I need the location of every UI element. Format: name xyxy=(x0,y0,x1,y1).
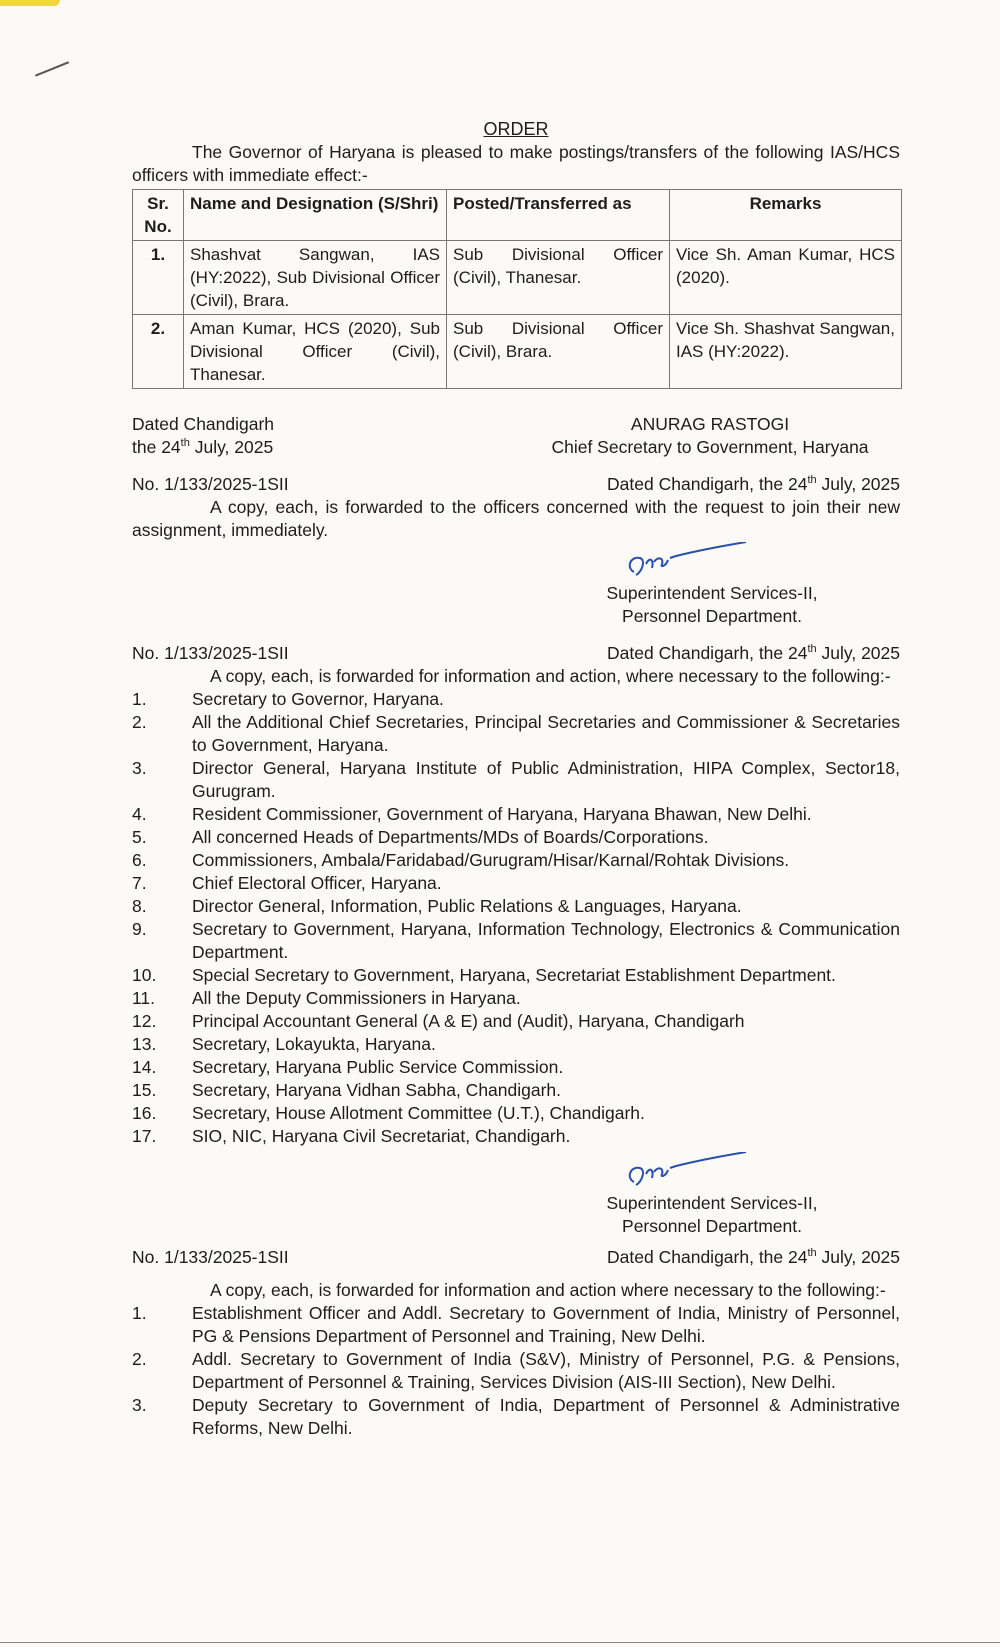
list-item-number: 6. xyxy=(132,850,147,870)
list-item-number: 1. xyxy=(132,1303,147,1323)
list-item xyxy=(132,1079,900,1102)
date-ordinal: th xyxy=(807,1247,817,1260)
signature-line-2: Personnel Department. xyxy=(622,606,802,626)
list-item-number: 17. xyxy=(132,1126,157,1146)
highlight-mark xyxy=(0,0,60,6)
row-remarks: Vice Sh. Shashvat Sangwan, IAS (HY:2022). xyxy=(670,315,902,389)
header-posted: Posted/Transferred as xyxy=(447,190,670,241)
list-item xyxy=(132,1033,900,1056)
endorsement-3-header xyxy=(132,1246,900,1269)
header-sr: Sr. No. xyxy=(133,190,184,241)
endorsement-date xyxy=(607,1246,900,1269)
order-dated xyxy=(132,413,332,459)
list-item-number: 15. xyxy=(132,1080,157,1100)
page-bottom-edge xyxy=(0,1642,1000,1643)
list-item xyxy=(132,1125,900,1148)
list-item xyxy=(132,987,900,1010)
order-dated-block xyxy=(132,413,900,459)
row-sr: 1. xyxy=(133,241,184,315)
list-item-text: Director General, Information, Public Relations & Languages, Haryana. xyxy=(192,896,742,916)
date-month-year: July, 2025 xyxy=(189,437,274,457)
date-month-year: July, 2025 xyxy=(816,1247,900,1267)
order-intro: The Governor of Haryana is pleased to make postings/transfers of the following IAS/HCS officers with immediate effect:- xyxy=(132,142,900,185)
list-item-text: All the Additional Chief Secretaries, Principal Secretaries and Commissioner & Secretaries to Government, Haryana. xyxy=(192,712,900,755)
table-header-row xyxy=(133,190,902,241)
date-month-year: July, 2025 xyxy=(816,643,900,663)
list-item xyxy=(132,826,900,849)
date-ordinal: th xyxy=(807,474,817,487)
list-item-text: All the Deputy Commissioners in Haryana. xyxy=(192,988,521,1008)
row-sr: 2. xyxy=(133,315,184,389)
endorsement-2-recipients xyxy=(132,688,900,1148)
list-item xyxy=(132,918,900,964)
postings-table xyxy=(132,189,902,389)
signatory-name: ANURAG RASTOGI xyxy=(630,414,790,434)
order-signatory xyxy=(520,413,900,459)
endorsement-number: No. 1/133/2025-1SII xyxy=(132,1247,289,1267)
list-item-number: 11. xyxy=(132,988,156,1008)
date-ordinal: th xyxy=(180,437,190,450)
list-item xyxy=(132,1010,900,1033)
list-item-text: Secretary, House Allotment Committee (U.T.), Chandigarh. xyxy=(192,1103,645,1123)
endorsement-1-text: A copy, each, is forwarded to the officers concerned with the request to join their new assignment, immediately. xyxy=(132,497,900,540)
endorsement-1-signature xyxy=(562,542,862,628)
table-row xyxy=(133,315,902,389)
list-item-number: 3. xyxy=(132,758,147,778)
date-ordinal: th xyxy=(807,643,817,656)
list-item-number: 5. xyxy=(132,827,147,847)
endorsement-2-signature xyxy=(562,1152,862,1238)
list-item xyxy=(132,803,900,826)
signature-line-2: Personnel Department. xyxy=(622,1216,802,1236)
list-item-number: 13. xyxy=(132,1034,157,1054)
date-day: Dated Chandigarh, the 24 xyxy=(607,643,808,663)
list-item-text: Deputy Secretary to Government of India, Department of Personnel & Administrative Reforms, New Delhi. xyxy=(192,1395,900,1438)
list-item-number: 1. xyxy=(132,689,147,709)
list-item-text: Secretary, Lokayukta, Haryana. xyxy=(192,1034,436,1054)
list-item xyxy=(132,849,900,872)
list-item xyxy=(132,872,900,895)
signature-line-1: Superintendent Services-II, xyxy=(606,1193,818,1213)
list-item-text: Special Secretary to Government, Haryana, Secretariat Establishment Department. xyxy=(192,965,836,985)
list-item xyxy=(132,688,900,711)
list-item-text: Secretary to Governor, Haryana. xyxy=(192,689,444,709)
endorsement-2-text: A copy, each, is forwarded for information and action, where necessary to the following:- xyxy=(210,666,891,686)
endorsement-1-header xyxy=(132,473,900,496)
pen-mark xyxy=(35,61,69,76)
date-day: the 24 xyxy=(132,437,181,457)
handwritten-signature xyxy=(622,1152,752,1192)
dated-date xyxy=(132,436,332,459)
list-item-number: 16. xyxy=(132,1103,157,1123)
list-item xyxy=(132,757,900,803)
list-item-number: 9. xyxy=(132,919,147,939)
table-row xyxy=(133,241,902,315)
list-item xyxy=(132,1056,900,1079)
endorsement-3-text: A copy, each, is forwarded for information and action where necessary to the following:- xyxy=(210,1280,886,1300)
dated-place: Dated Chandigarh xyxy=(132,414,275,434)
endorsement-number: No. 1/133/2025-1SII xyxy=(132,474,289,494)
list-item-number: 3. xyxy=(132,1395,147,1415)
list-item xyxy=(132,1302,900,1348)
list-item-text: Resident Commissioner, Government of Haryana, Haryana Bhawan, New Delhi. xyxy=(192,804,812,824)
list-item-text: Director General, Haryana Institute of Public Administration, HIPA Complex, Sector18, Gurugram. xyxy=(192,758,900,801)
date-month-year: July, 2025 xyxy=(816,474,900,494)
list-item xyxy=(132,1348,900,1394)
list-item-text: Principal Accountant General (A & E) and (Audit), Haryana, Chandigarh xyxy=(192,1011,745,1031)
list-item-number: 14. xyxy=(132,1057,157,1077)
list-item-number: 8. xyxy=(132,896,147,916)
row-posted: Sub Divisional Officer (Civil), Thanesar. xyxy=(447,241,670,315)
header-name: Name and Designation (S/Shri) xyxy=(184,190,447,241)
list-item-text: All concerned Heads of Departments/MDs of Boards/Corporations. xyxy=(192,827,709,847)
endorsement-date xyxy=(607,473,900,496)
list-item-number: 10. xyxy=(132,965,157,985)
row-remarks: Vice Sh. Aman Kumar, HCS (2020). xyxy=(670,241,902,315)
list-item-text: Secretary, Haryana Vidhan Sabha, Chandigarh. xyxy=(192,1080,562,1100)
endorsement-date xyxy=(607,642,900,665)
list-item-number: 12. xyxy=(132,1011,157,1031)
order-title: ORDER xyxy=(483,119,549,139)
endorsement-2-header xyxy=(132,642,900,665)
list-item-text: Addl. Secretary to Government of India (S&V), Ministry of Personnel, P.G. & Pensions, Department of Personnel & Training, Services Division (AIS-III Section), New Delhi. xyxy=(192,1349,900,1392)
row-name: Shashvat Sangwan, IAS (HY:2022), Sub Divisional Officer (Civil), Brara. xyxy=(184,241,447,315)
list-item xyxy=(132,1102,900,1125)
signature-line-1: Superintendent Services-II, xyxy=(606,583,818,603)
list-item-text: SIO, NIC, Haryana Civil Secretariat, Chandigarh. xyxy=(192,1126,571,1146)
list-item xyxy=(132,1394,900,1440)
list-item xyxy=(132,964,900,987)
endorsement-number: No. 1/133/2025-1SII xyxy=(132,643,289,663)
list-item xyxy=(132,895,900,918)
list-item-number: 7. xyxy=(132,873,147,893)
document-body xyxy=(132,118,900,1440)
list-item-text: Commissioners, Ambala/Faridabad/Gurugram/Hisar/Karnal/Rohtak Divisions. xyxy=(192,850,790,870)
list-item-number: 2. xyxy=(132,712,147,732)
list-item-text: Chief Electoral Officer, Haryana. xyxy=(192,873,442,893)
list-item-number: 4. xyxy=(132,804,147,824)
list-item-number: 2. xyxy=(132,1349,147,1369)
list-item-text: Secretary to Government, Haryana, Information Technology, Electronics & Communication Department. xyxy=(192,919,900,962)
handwritten-signature xyxy=(622,542,752,582)
row-posted: Sub Divisional Officer (Civil), Brara. xyxy=(447,315,670,389)
row-name: Aman Kumar, HCS (2020), Sub Divisional Officer (Civil), Thanesar. xyxy=(184,315,447,389)
date-day: Dated Chandigarh, the 24 xyxy=(607,1247,808,1267)
list-item-text: Secretary, Haryana Public Service Commission. xyxy=(192,1057,564,1077)
endorsement-3-recipients xyxy=(132,1302,900,1440)
date-day: Dated Chandigarh, the 24 xyxy=(607,474,808,494)
signatory-title: Chief Secretary to Government, Haryana xyxy=(551,437,869,457)
header-remarks: Remarks xyxy=(670,190,902,241)
list-item-text: Establishment Officer and Addl. Secretary to Government of India, Ministry of Personnel, PG & Pensions Department of Personnel and Training, New Delhi. xyxy=(192,1303,900,1346)
list-item xyxy=(132,711,900,757)
